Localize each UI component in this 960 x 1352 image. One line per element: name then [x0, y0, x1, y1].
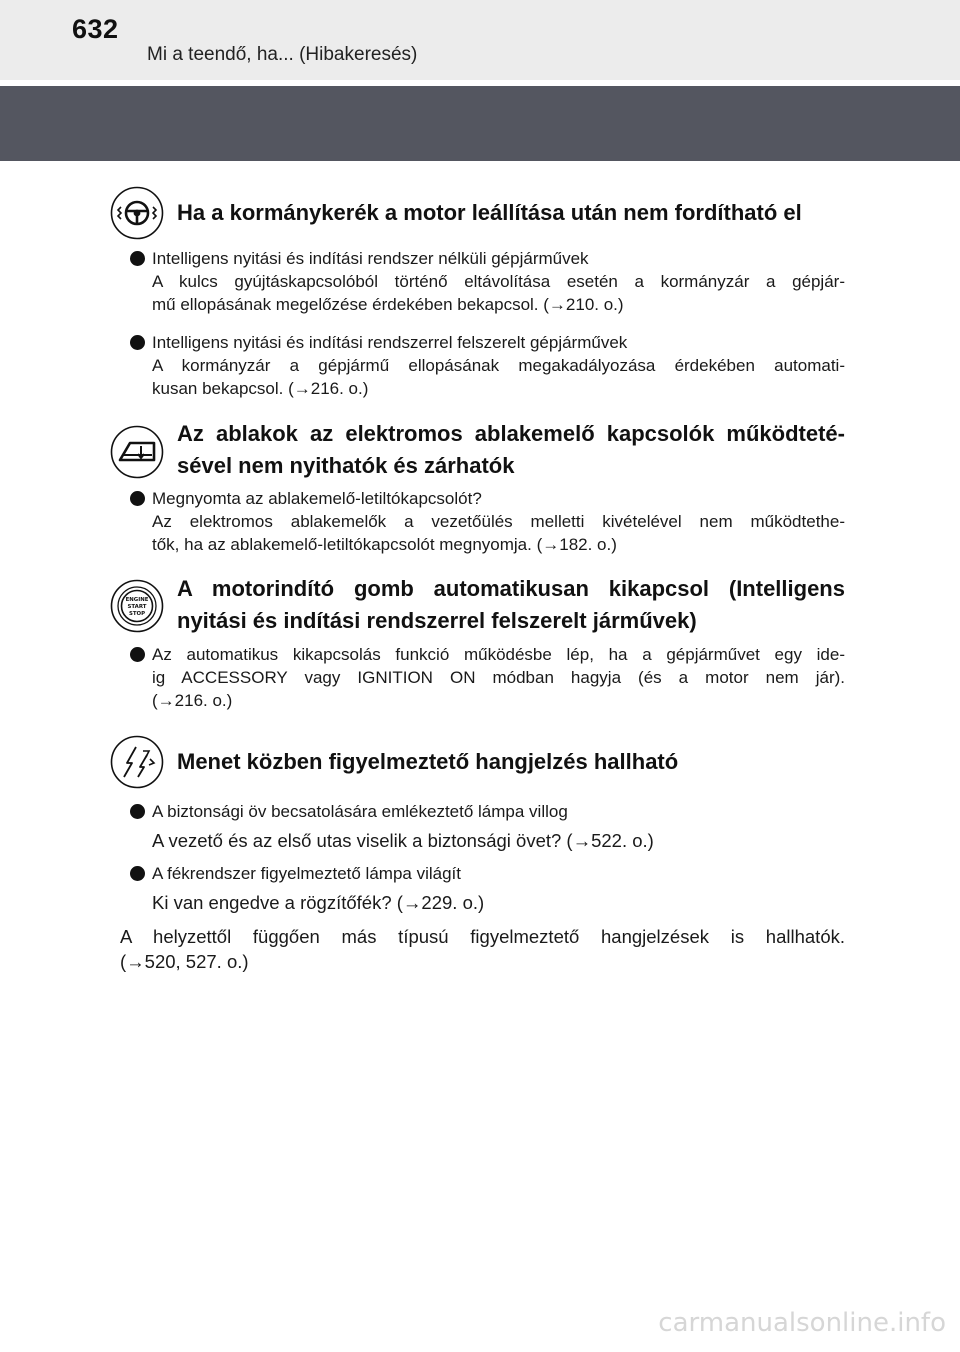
engine-start-stop-button-icon — [110, 579, 164, 633]
header-band — [0, 86, 960, 161]
bullet — [130, 866, 145, 881]
page-number: 632 — [72, 14, 119, 44]
warning-buzzer-icon — [110, 735, 164, 789]
header-strip — [0, 0, 960, 80]
section-title-engine-switch: A motorindító gomb automatikusan kikapcsol (Intelligens nyitási és indítási rendszerrel felszerelt járművek) — [177, 576, 845, 633]
list-item-steering-smart-key: Intelligens nyitási és indítási rendszerrel felszerelt gépjárművek A kormányzár a gépjármű ellopásának megakadályozása érdekében automati- kusan bekapcsol. (→216. o.) — [152, 333, 845, 398]
svg-text:START: START — [127, 604, 147, 610]
svg-text:ENGINE: ENGINE — [125, 597, 149, 603]
power-window-icon — [110, 425, 164, 479]
watermark: carmanualsonline.info — [658, 1308, 946, 1338]
list-item-steering-no-smart-key: Intelligens nyitási és indítási rendszer nélküli gépjárművek A kulcs gyújtáskapcsolóból történő eltávolítása esetén a kormányzár a gépjár- mű ellopásának megelőzése érdekében bekapcsol. (→210. o.) — [152, 249, 845, 314]
list-item-brake-warning: A fékrendszer figyelmeztető lámpa világít Ki van engedve a rögzítőfék? (→229. o.) — [152, 864, 485, 913]
list-item-window-lock: Megnyomta az ablakemelő-letiltókapcsolót? Az elektromos ablakemelők a vezetőülés melletti kivételével nem működtethe- tők, ha az ablakemelő-letiltókapcsolót megnyomja. (→182. o.) — [152, 489, 845, 554]
bullet — [130, 491, 145, 506]
svg-text:STOP: STOP — [128, 611, 146, 617]
section-title-windows: Az ablakok az elektromos ablakemelő kapcsolók működteté- sével nem nyithatók és zárhatók — [177, 421, 845, 478]
bullet — [130, 251, 145, 266]
bullet — [130, 647, 145, 662]
running-title: Mi a teendő, ha... (Hibakeresés) — [147, 44, 418, 65]
note-other-warnings: A helyzettől függően más típusú figyelmeztető hangjelzések is hallhatók. (→520, 527. o.) — [120, 926, 845, 972]
section-title-steering: Ha a kormánykerék a motor leállítása után nem fordítható el — [177, 200, 802, 225]
bullet — [130, 335, 145, 350]
steering-lock-warning-icon — [110, 186, 164, 240]
section-title-warning-buzzer: Menet közben figyelmeztető hangjelzés hallható — [177, 749, 679, 774]
list-item-seatbelt-reminder: A biztonsági öv becsatolására emlékeztető lámpa villog A vezető és az első utas viselik a biztonsági övet? (→522. o.) — [152, 802, 654, 851]
list-item-auto-power-off: Az automatikus kikapcsolás funkció működésbe lép, ha a gépjárművet egy ide- ig ACCESSORY vagy IGNITION ON módban hagyja (és a motor nem jár). (→216. o.) — [152, 645, 845, 710]
bullet — [130, 804, 145, 819]
